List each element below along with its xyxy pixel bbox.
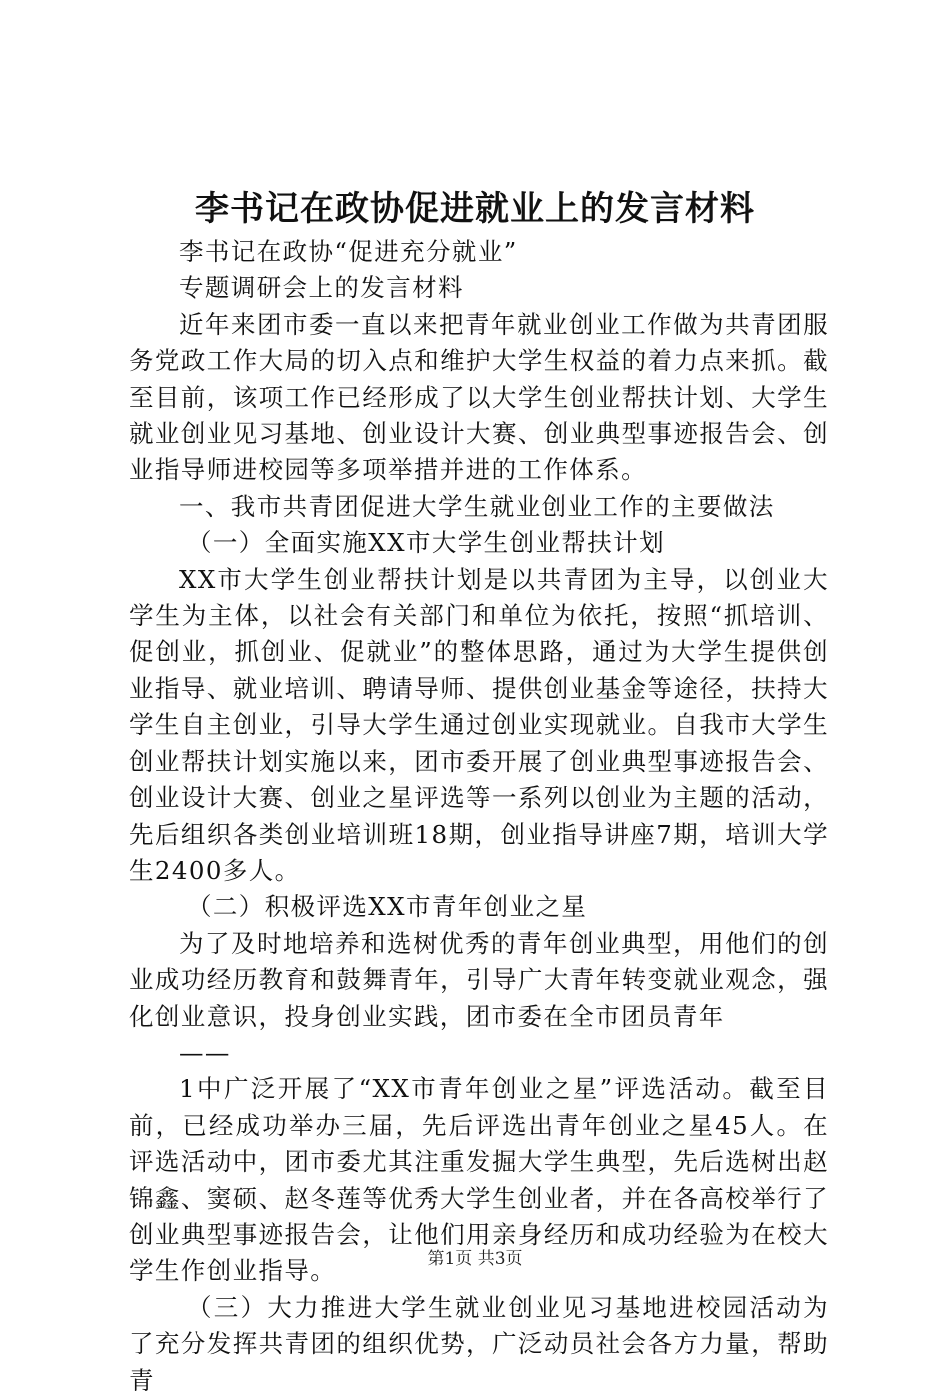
subtitle-line-2: 专题调研会上的发言材料 xyxy=(179,273,464,303)
document-body xyxy=(129,234,829,1399)
subsection-heading-1: （一）全面实施XX市大学生创业帮扶计划 xyxy=(187,528,665,558)
document-title: 李书记在政协促进就业上的发言材料 xyxy=(195,189,755,229)
page-footer: 第1页 共3页 xyxy=(427,1249,523,1269)
page-break-dash: —— xyxy=(179,1037,231,1067)
paragraph-plan: XX市大学生创业帮扶计划是以共青团为主导，以创业大学生为主体，以社会有关部门和单位为依托，按照“抓培训、促创业，抓创业、促就业”的整体思路，通过为大学生提供创业指导、就业培训、聘请导师、提供创业基金等途径，扶持大学生自主创业，引导大学生通过创业实现就业。自我市大学生创业帮扶计划实施以来，团市委开展了创业典型事迹报告会、创业设计大赛、创业之星评选等一系列以创业为主题的活动，先后组织各类创业培训班18期，创业指导讲座7期，培训大学生2400多人。 xyxy=(129,564,829,885)
paragraph-intro: 近年来团市委一直以来把青年就业创业工作做为共青团服务党政工作大局的切入点和维护大学生权益的着力点来抓。截至目前，该项工作已经形成了以大学生创业帮扶计划、大学生就业创业见习基地、创业设计大赛、创业典型事迹报告会、创业指导师进校园等多项举措并进的工作体系。 xyxy=(129,309,829,485)
section-heading-1: 一、我市共青团促进大学生就业创业工作的主要做法 xyxy=(179,491,775,521)
subtitle-line-1: 李书记在政协“促进充分就业” xyxy=(179,237,518,266)
paragraph-star-part2: 1中广泛开展了“XX市青年创业之星”评选活动。截至目前，已经成功举办三届，先后评选出青年创业之星45人。在评选活动中，团市委尤其注重发掘大学生典型，先后选树出赵锦鑫、窦硕、赵冬莲等优秀大学生创业者，并在各高校举行了创业典型事迹报告会，让他们用亲身经历和成功经验为在校大学生作创业指导。 xyxy=(129,1074,829,1286)
subsection-heading-2: （二）积极评选XX市青年创业之星 xyxy=(187,892,588,922)
subsection-heading-3: （三）大力推进大学生就业创业见习基地进校园活动为了充分发挥共青团的组织优势，广泛动员社会各方力量，帮助青 xyxy=(129,1292,829,1395)
paragraph-star-part1: 为了及时地培养和选树优秀的青年创业典型，用他们的创业成功经历教育和鼓舞青年，引导广大青年转变就业观念，强化创业意识，投身创业实践，团市委在全市团员青年 xyxy=(129,928,829,1031)
